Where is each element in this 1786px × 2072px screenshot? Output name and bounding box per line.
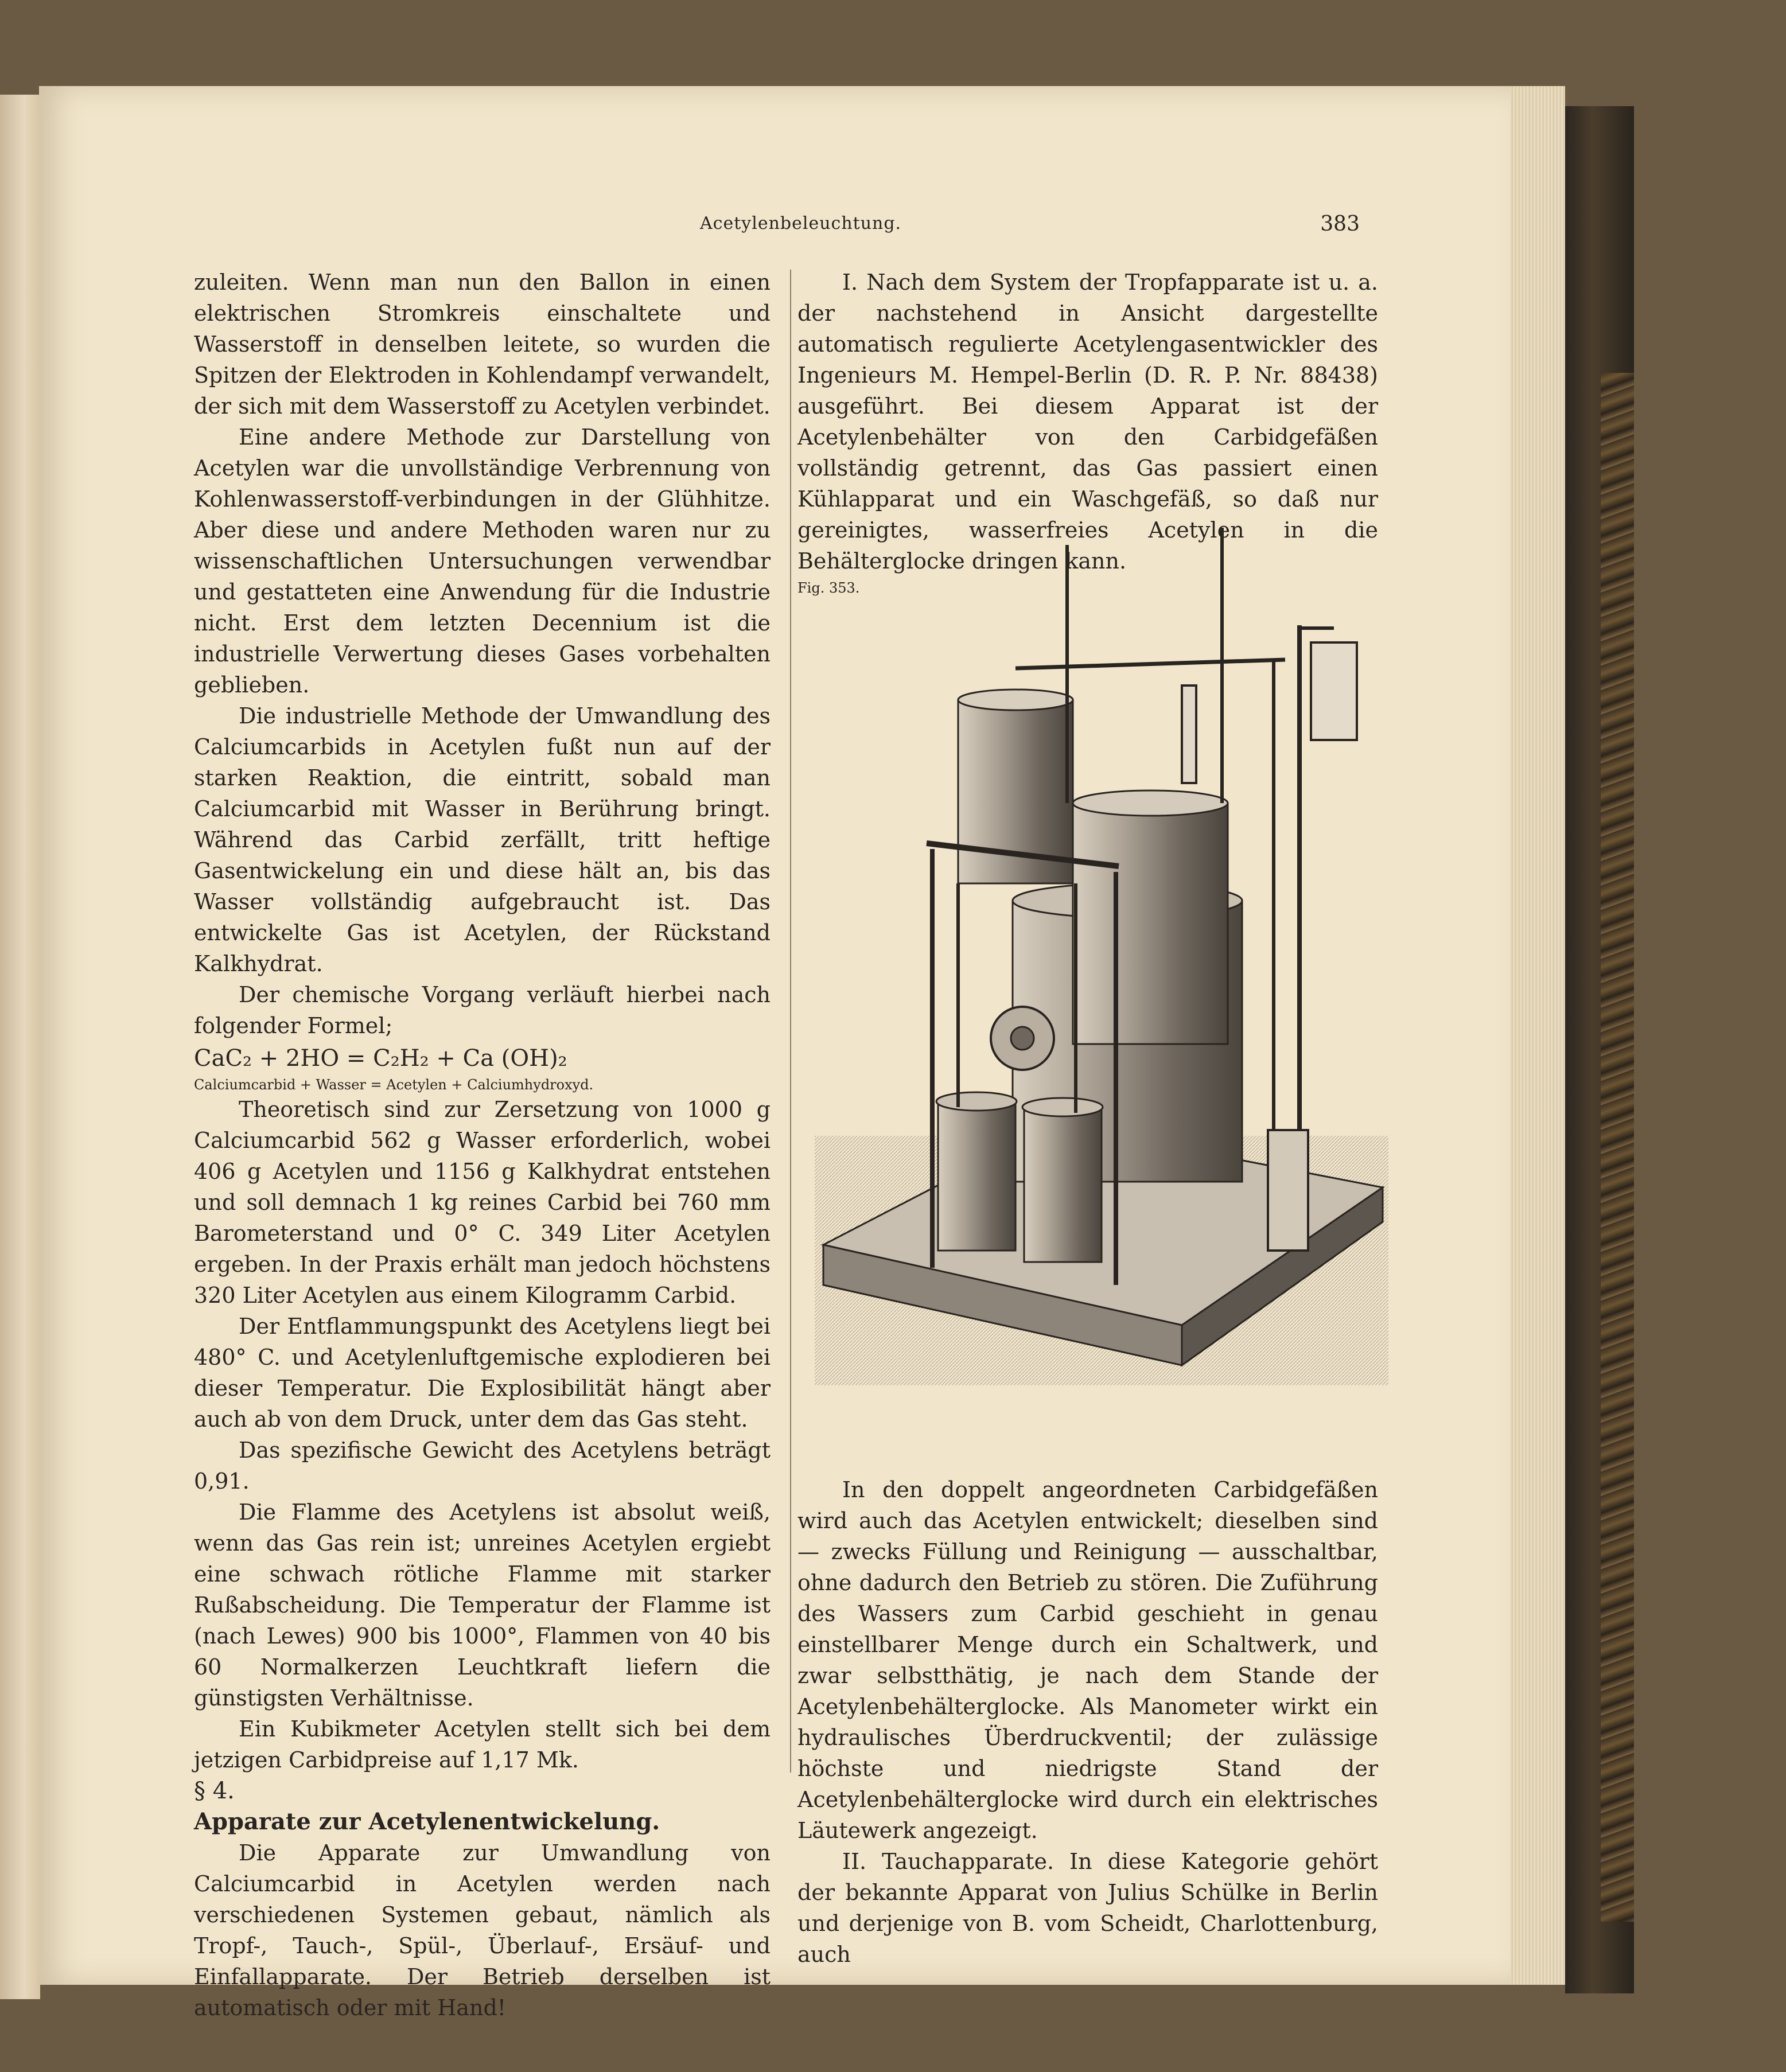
apparatus-engraving — [815, 528, 1388, 1385]
gas-holder-bell — [1073, 803, 1228, 1044]
cooler-tube — [1268, 1130, 1308, 1251]
paragraph: Die industrielle Methode der Umwandlung des Calciumcarbids in Acetylen fußt nun auf der starken Reaktion, die eintritt, sobald man Calciumcarbid mit Wasser in Berührung bringt. Während das Carbid zerfällt, tritt heftige Gasentwickelung ein und diese hält an, bis das Wasser vollständig aufgebraucht ist. Das entwickelte Gas ist Acetylen, der Rückstand Kalkhydrat. — [194, 703, 771, 976]
left-page-edge — [0, 95, 40, 1999]
paragraph: Ein Kubikmeter Acetylen stellt sich bei dem jetzigen Carbidpreise auf 1,17 Mk. — [194, 1716, 771, 1773]
figure-label: Fig. 353. — [797, 580, 860, 596]
left-column — [194, 267, 771, 2023]
running-head: Acetylenbeleuchtung. — [700, 213, 902, 233]
page-number: 383 — [1320, 212, 1360, 236]
paragraph: I. Nach dem System der Tropfapparate ist u. a. der nachstehend in Ansicht dargestellte automatisch regulierte Acetylengasentwickler des Ingenieurs M. Hempel-Berlin (D. R. P. Nr. 88438) ausgeführt. Bei diesem Apparat ist der Acetylenbehälter von den Carbidgefäßen vollständig getrennt, das Gas passiert einen Kühlapparat und ein Waschgefäß, so daß nur gereinigtes, wasserfreies Acetylen in die Behälterglocke dringen kann. — [797, 270, 1378, 574]
page-edges — [1511, 86, 1565, 1985]
paragraph: In den doppelt angeordneten Carbidgefäßen wird auch das Acetylen entwickelt; dieselben sind — zwecks Füllung und Reinigung — ausschaltbar, ohne dadurch den Betrieb zu stören. Die Zuführung des Wassers zum Carbid geschieht in genau einstellbarer Menge durch ein Schaltwerk, und zwar selbstthätig, je nach dem Stande der Acetylenbehälterglocke. Als Manometer wirkt ein hydraulisches Überdruckventil; der zulässige höchste und niedrigste Stand der Acetylenbehälterglocke wird durch ein elektrisches Läutewerk angezeigt. — [797, 1477, 1378, 1843]
section-number: § 4. — [194, 1778, 235, 1804]
paragraph: Die Flamme des Acetylens ist absolut weiß, wenn das Gas rein ist; unreines Acetylen ergiebt eine schwach rötliche Flamme mit starker Rußabscheidung. Die Temperatur der Flamme ist (nach Lewes) 900 bis 1000°, Flammen von 40 bis 60 Normalkerzen Leuchtkraft liefern die günstigsten Verhältnisse. — [194, 1500, 771, 1711]
carbide-vessel-right — [1024, 1107, 1102, 1262]
column-divider — [790, 270, 791, 1773]
paragraph: Die Apparate zur Umwandlung von Calciumcarbid in Acetylen werden nach verschiedenen Systemen gebaut, nämlich als Tropf-, Tauch-, Spül-, Überlauf-, Ersäuf- und Einfallapparate. Der Betrieb derselben ist automatisch oder mit Hand! — [194, 1840, 771, 2020]
paragraph: Der Entflammungspunkt des Acetylens liegt bei 480° C. und Acetylenluftgemische explodieren bei dieser Temperatur. Die Explosibilität hängt aber auch ab von dem Druck, unter dem das Gas steht. — [194, 1314, 771, 1432]
wash-bottle — [1311, 642, 1357, 740]
paragraph: Eine andere Methode zur Darstellung von Acetylen war die unvollständige Verbrennung von Kohlenwasserstoff-verbindungen in der Glühhitze. Aber diese und andere Methoden waren nur zu wissenschaftlichen Untersuchungen verwendbar und gestatteten eine Anwendung für die Industrie nicht. Erst dem letzten Decennium ist die industrielle Verwertung dieses Gases vorbehalten geblieben. — [194, 424, 771, 698]
paragraph: II. Tauchapparate. In diese Kategorie gehört der bekannte Apparat von Julius Schülke in Berlin und derjenige von B. vom Scheidt, Charlottenburg, auch — [797, 1849, 1378, 1967]
gauge-tube — [1182, 686, 1196, 783]
section-title: Apparate zur Acetylenentwickelung. — [194, 1808, 660, 1835]
paragraph: zuleiten. Wenn man nun den Ballon in einen elektrischen Stromkreis einschaltete und Wasserstoff in denselben leitete, so wurden die Spitzen der Elektroden in Kohlendampf verwandelt, der sich mit dem Wasserstoff zu Acetylen verbindet. — [194, 270, 771, 419]
paragraph: Der chemische Vorgang verläuft hierbei nach folgender Formel; — [194, 982, 771, 1038]
cover-marbling — [1601, 373, 1634, 1922]
paragraph: Theoretisch sind zur Zersetzung von 1000 g Calciumcarbid 562 g Wasser erforderlich, wobei 406 g Acetylen und 1156 g Kalkhydrat entstehen und soll demnach 1 kg reines Carbid bei 760 mm Barometerstand und 0° C. 349 Liter Acetylen ergeben. In der Praxis erhält man jedoch höchstens 320 Liter Acetylen aus einem Kilogramm Carbid. — [194, 1097, 771, 1308]
chemical-formula: CaC₂ + 2HO = C₂H₂ + Ca (OH)₂ — [194, 1045, 567, 1072]
formula-caption: Calciumcarbid + Wasser = Acetylen + Calciumhydroxyd. — [194, 1077, 594, 1093]
paragraph: Das spezifische Gewicht des Acetylens beträgt 0,91. — [194, 1438, 771, 1494]
carbide-vessel-left — [938, 1101, 1015, 1251]
figure-acetylene-apparatus — [815, 528, 1388, 1385]
